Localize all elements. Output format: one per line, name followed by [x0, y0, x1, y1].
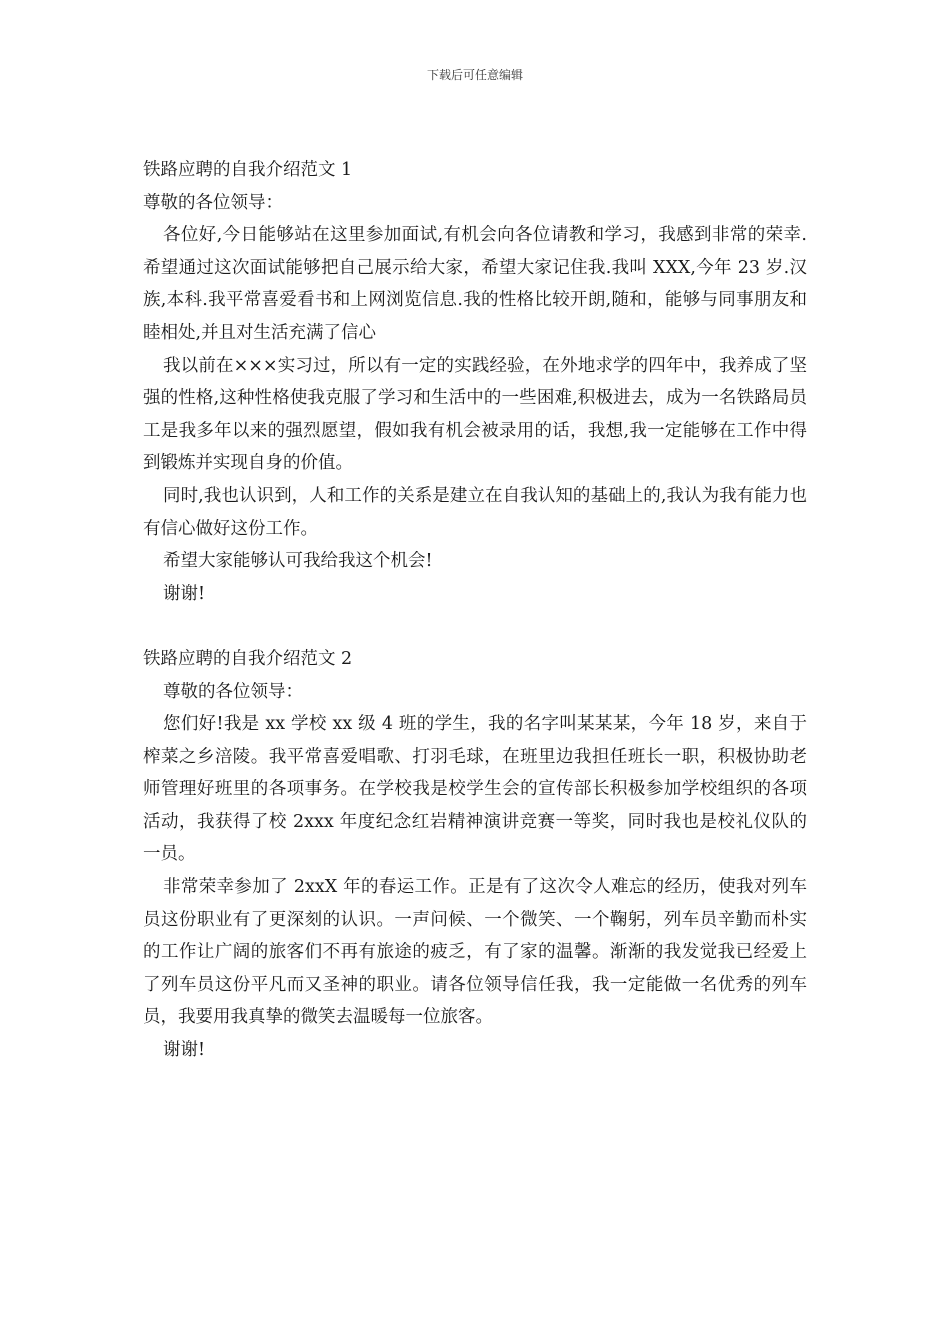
page-header: 下载后可任意编辑 — [426, 68, 523, 82]
salutation: 尊敬的各位领导： — [163, 681, 303, 702]
section-title: 铁路应聘的自我介绍范文 1 — [143, 160, 353, 180]
closing: 谢谢! — [163, 583, 206, 604]
closing: 谢谢! — [163, 1040, 206, 1061]
paragraph: 非常荣幸参加了 2xxX 年的春运工作。正是有了这次令人难忘的经历，使我对列车员这份职业有了更深刻的认识。一声问候、一个微笑、一个鞠躬，列车员辛勤而朴实的工作让广阔的旅客们不再有旅途的疲乏，有了家的温馨。渐渐的我发觉我已经爱上了列车员这份平凡而又圣神的职业。请各位领导信任我，我一定能做一名优秀的列车员，我要用我真挚的微笑去温暖每一位旅客。 — [143, 877, 807, 1028]
salutation: 尊敬的各位领导： — [143, 192, 283, 213]
paragraph: 各位好,今日能够站在这里参加面试,有机会向各位请教和学习，我感到非常的荣幸.希望通过这次面试能够把自己展示给大家，希望大家记住我.我叫 XXX,今年 23 岁.汉族,本科.我平常喜爱看书和上网浏览信息.我的性格比较开朗,随和，能够与同事朋友和睦相处,并且对生活充满了信心 — [143, 225, 807, 343]
document-body — [143, 154, 807, 1067]
section-1 — [143, 154, 807, 610]
paragraph: 希望大家能够认可我给我这个机会! — [163, 551, 433, 572]
section-title: 铁路应聘的自我介绍范文 2 — [143, 648, 353, 669]
paragraph: 我以前在×××实习过，所以有一定的实践经验，在外地求学的四年中，我养成了坚强的性格,这种性格使我克服了学习和生活中的一些困难,积极进去，成为一名铁路局员工是我多年以来的强烈愿望，假如我有机会被录用的话，我想,我一定能够在工作中得到锻炼并实现自身的价值。 — [143, 355, 807, 474]
section-2 — [143, 643, 807, 1067]
paragraph: 同时,我也认识到，人和工作的关系是建立在自我认知的基础上的,我认为我有能力也有信心做好这份工作。 — [143, 485, 807, 539]
paragraph: 您们好!我是 xx 学校 xx 级 4 班的学生，我的名字叫某某某，今年 18 岁，来自于榨菜之乡涪陵。我平常喜爱唱歌、打羽毛球，在班里边我担任班长一职，积极协助老师管理好班里的各项事务。在学校我是校学生会的宣传部长积极参加学校组织的各项活动，我获得了校 2xxx 年度纪念红岩精神演讲竞赛一等奖，同时我也是校礼仪队的一员。 — [143, 714, 807, 865]
section-spacer — [143, 610, 807, 643]
